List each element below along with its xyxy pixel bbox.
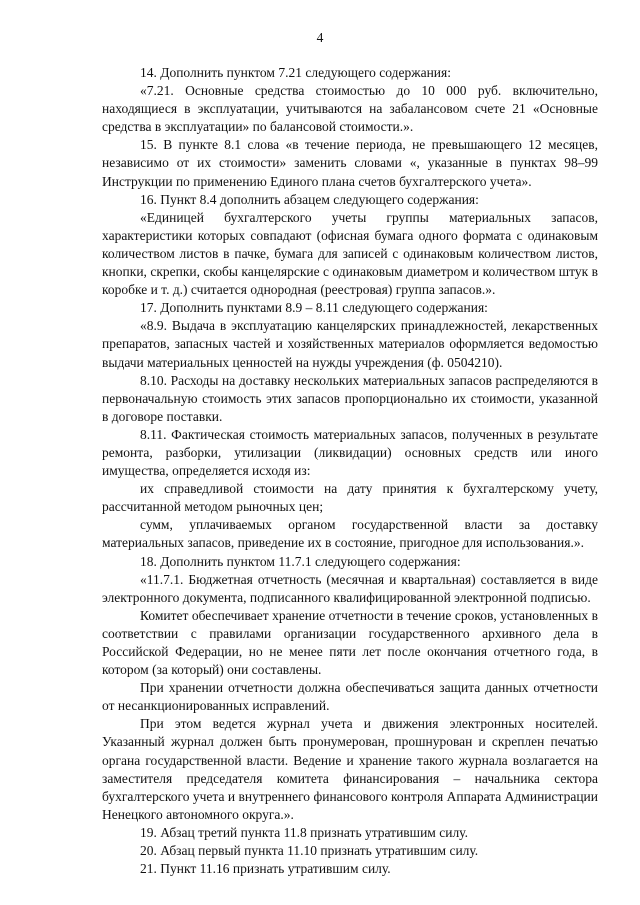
paragraph-20: 20. Абзац первый пункта 11.10 признать утратившим силу. — [140, 843, 479, 859]
paragraph-8-9: «8.9. Выдача в эксплуатацию канцелярских принадлежностей, лекарственных препаратов, запасных частей и хозяйственных материалов оформляется ведомостью выдачи материальных ценностей на нужды учреждения (ф. 0504210). — [102, 318, 598, 370]
paragraph-media-journal: При этом ведется журнал учета и движения электронных носителей. Указанный журнал должен быть пронумерован, прошнурован и скреплен печатью органа государственной власти. Ведение и хранение такого журнала возлагается на заместителя председателя комитета финансирования – начальника сектора бухгалтерского учета и внутреннего финансового контроля Аппарата Администрации Ненецкого автономного округа.». — [102, 716, 598, 822]
paragraph-7-21: «7.21. Основные средства стоимостью до 10 000 руб. включительно, находящиеся в эксплуатации, учитываются на забалансовом счете 21 «Основные средства в эксплуатации» по балансовой стоимости.». — [102, 83, 598, 135]
paragraph-18: 18. Дополнить пунктом 11.7.1 следующего содержания: — [140, 553, 461, 569]
paragraph-16: 16. Пункт 8.4 дополнить абзацем следующего содержания: — [140, 191, 479, 207]
paragraph-delivery-sums: сумм, уплачиваемых органом государственной власти за доставку материальных запасов, приведение их в состояние, пригодное для использования.». — [102, 517, 598, 551]
paragraph-storage-protection: При хранении отчетности должна обеспечиваться защита данных отчетности от несанкционированных исправлений. — [102, 680, 598, 714]
paragraph-19: 19. Абзац третий пункта 11.8 признать утратившим силу. — [140, 824, 468, 840]
document-body — [102, 64, 598, 878]
paragraph-committee-storage: Комитет обеспечивает хранение отчетности в течение сроков, установленных в соответствии с правилами организации государственного архивного дела в Российской Федерации, но не менее пяти лет после окончания отчетного года, в котором (за который) они составлены. — [102, 607, 598, 678]
paragraph-8-10: 8.10. Расходы на доставку нескольких материальных запасов распределяются в первоначальную стоимость этих запасов пропорционально их стоимости, указанной в договоре поставки. — [102, 372, 598, 424]
paragraph-14: 14. Дополнить пунктом 7.21 следующего содержания: — [140, 65, 451, 80]
page-number: 4 — [316, 30, 324, 45]
paragraph-fair-value: их справедливой стоимости на дату принятия к бухгалтерскому учету, рассчитанной методом рыночных цен; — [102, 481, 598, 515]
paragraph-11-7-1: «11.7.1. Бюджетная отчетность (месячная и квартальная) составляется в виде электронного документа, подписанного квалифицированной электронной подписью. — [102, 571, 598, 605]
paragraph-21: 21. Пункт 11.16 признать утратившим силу. — [140, 861, 391, 877]
paragraph-15: 15. В пункте 8.1 слова «в течение периода, не превышающего 12 месяцев, независимо от их стоимости» заменить словами «, указанные в пунктах 98–99 Инструкции по применению Единого плана счетов бухгалтерского учета». — [102, 137, 598, 189]
paragraph-8-4-addition: «Единицей бухгалтерского учеты группы материальных запасов, характеристики которых совпадают (офисная бумага одного формата с одинаковым количеством листов в пачке, бумага для записей с одинаковым количеством листов, кнопки, скрепки, скобы канцелярские с одинаковым диаметром и количеством штук в коробке и т. д.) считается однородная (реестровая) группа запасов.». — [102, 209, 598, 298]
paragraph-17: 17. Дополнить пунктами 8.9 – 8.11 следующего содержания: — [140, 300, 488, 316]
paragraph-8-11: 8.11. Фактическая стоимость материальных запасов, полученных в результате ремонта, разборки, утилизации (ликвидации) основных средств или иного имущества, определяется исходя из: — [102, 426, 598, 479]
